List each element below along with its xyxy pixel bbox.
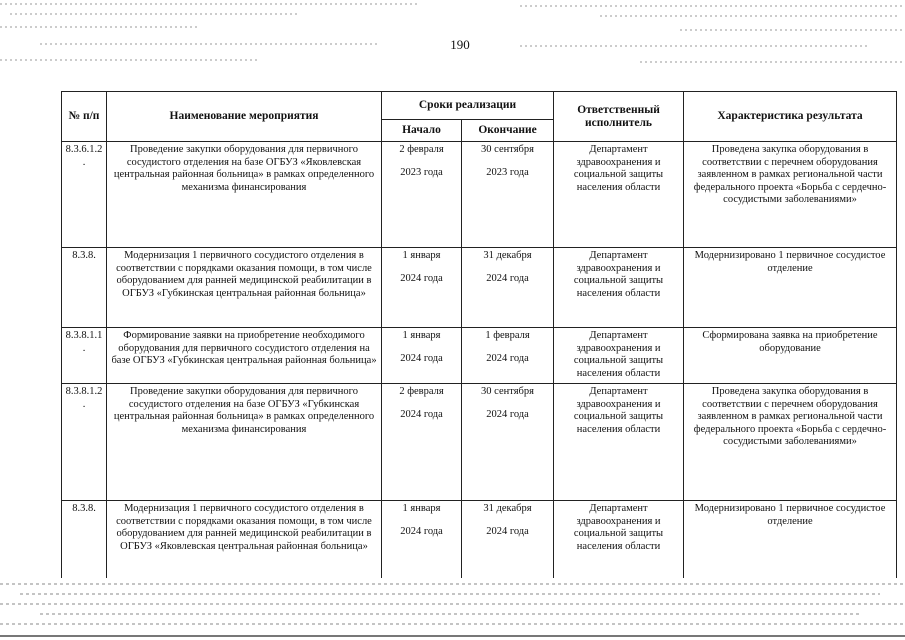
row-end: [462, 328, 554, 384]
table-header-row: [62, 92, 897, 120]
row-result: Проведена закупка оборудования в соответствии с перечнем оборудования заявленном в рамках региональной части федерального проекта «Борьба с сердечно-сосудистыми заболеваниями»: [684, 384, 897, 501]
row-responsible: Департамент здравоохранения и социальной защиты населения области: [554, 248, 684, 328]
start-year: 2023 года: [400, 166, 443, 178]
end-year: 2024 года: [486, 408, 529, 420]
row-end: [462, 384, 554, 501]
end-day: 31 декабря: [483, 503, 532, 514]
row-start: [382, 328, 462, 384]
row-responsible: Департамент здравоохранения и социальной защиты населения области: [554, 501, 684, 591]
row-result: Проведена закупка оборудования в соответствии с перечнем оборудования заявленном в рамках региональной части федерального проекта «Борьба с сердечно-сосудистыми заболеваниями»: [684, 142, 897, 248]
row-result: Модернизировано 1 первичное сосудистое отделение: [684, 501, 897, 591]
row-end: [462, 248, 554, 328]
table-row: [62, 384, 897, 501]
end-day: 30 сентября: [481, 386, 534, 397]
page-number: 190: [450, 37, 470, 52]
end-year: 2024 года: [486, 525, 529, 537]
start-day: 1 января: [402, 330, 441, 341]
row-name: Проведение закупки оборудования для первичного сосудистого отделения на базе ОГБУЗ «Яковлевская центральная районная больница» в рамках определенного механизма финансирования: [107, 142, 382, 248]
row-num: 8.3.8.1.2 .: [62, 384, 107, 501]
row-name: Формирование заявки на приобретение необходимого оборудования для первичного сосудистого отделения на базе ОГБУЗ «Губкинская центральная районная больница»: [107, 328, 382, 384]
row-start: [382, 384, 462, 501]
row-name: Модернизация 1 первичного сосудистого отделения в соответствии с порядками оказания помощи, в том числе оборудованием для ранней медицинской реабилитации в ОГБУЗ «Яковлевская центральная районная больница»: [107, 501, 382, 591]
row-name: Проведение закупки оборудования для первичного сосудистого отделения на базе ОГБУЗ «Губкинская центральная районная больница» в рамках определенного механизма финансирования: [107, 384, 382, 501]
row-result: Модернизировано 1 первичное сосудистое отделение: [684, 248, 897, 328]
start-day: 2 февраля: [399, 144, 444, 155]
header-timeline: Сроки реализации: [382, 92, 554, 120]
header-start: Начало: [382, 120, 462, 142]
row-name: Модернизация 1 первичного сосудистого отделения в соответствии с порядками оказания помощи, в том числе оборудованием для ранней медицинской реабилитации в ОГБУЗ «Губкинская центральная районная больница»: [107, 248, 382, 328]
header-end: Окончание: [462, 120, 554, 142]
activity-plan-table: [61, 91, 897, 591]
row-num: 8.3.8.: [62, 248, 107, 328]
start-year: 2024 года: [400, 352, 443, 364]
end-year: 2024 года: [486, 272, 529, 284]
end-day: 30 сентября: [481, 144, 534, 155]
table-row: [62, 328, 897, 384]
start-year: 2024 года: [400, 272, 443, 284]
header-responsible: Ответственный исполнитель: [554, 92, 684, 142]
row-num: 8.3.8.: [62, 501, 107, 591]
row-end: [462, 142, 554, 248]
start-day: 1 января: [402, 503, 441, 514]
row-responsible: Департамент здравоохранения и социальной защиты населения области: [554, 328, 684, 384]
end-day: 31 декабря: [483, 250, 532, 261]
row-start: [382, 501, 462, 591]
page-bottom-edge: [0, 578, 905, 640]
header-num: № п/п: [62, 92, 107, 142]
row-responsible: Департамент здравоохранения и социальной защиты населения области: [554, 384, 684, 501]
start-year: 2024 года: [400, 525, 443, 537]
row-responsible: Департамент здравоохранения и социальной защиты населения области: [554, 142, 684, 248]
end-day: 1 февраля: [485, 330, 530, 341]
row-start: [382, 248, 462, 328]
table-row: [62, 142, 897, 248]
row-start: [382, 142, 462, 248]
header-result: Характеристика результата: [684, 92, 897, 142]
start-day: 1 января: [402, 250, 441, 261]
table-row: [62, 248, 897, 328]
start-year: 2024 года: [400, 408, 443, 420]
table-row: [62, 501, 897, 591]
row-num: 8.3.8.1.1 .: [62, 328, 107, 384]
header-name: Наименование мероприятия: [107, 92, 382, 142]
end-year: 2023 года: [486, 166, 529, 178]
end-year: 2024 года: [486, 352, 529, 364]
scan-noise-top: [0, 0, 905, 70]
row-num: 8.3.6.1.2 .: [62, 142, 107, 248]
row-end: [462, 501, 554, 591]
row-result: Сформирована заявка на приобретение оборудование: [684, 328, 897, 384]
start-day: 2 февраля: [399, 386, 444, 397]
